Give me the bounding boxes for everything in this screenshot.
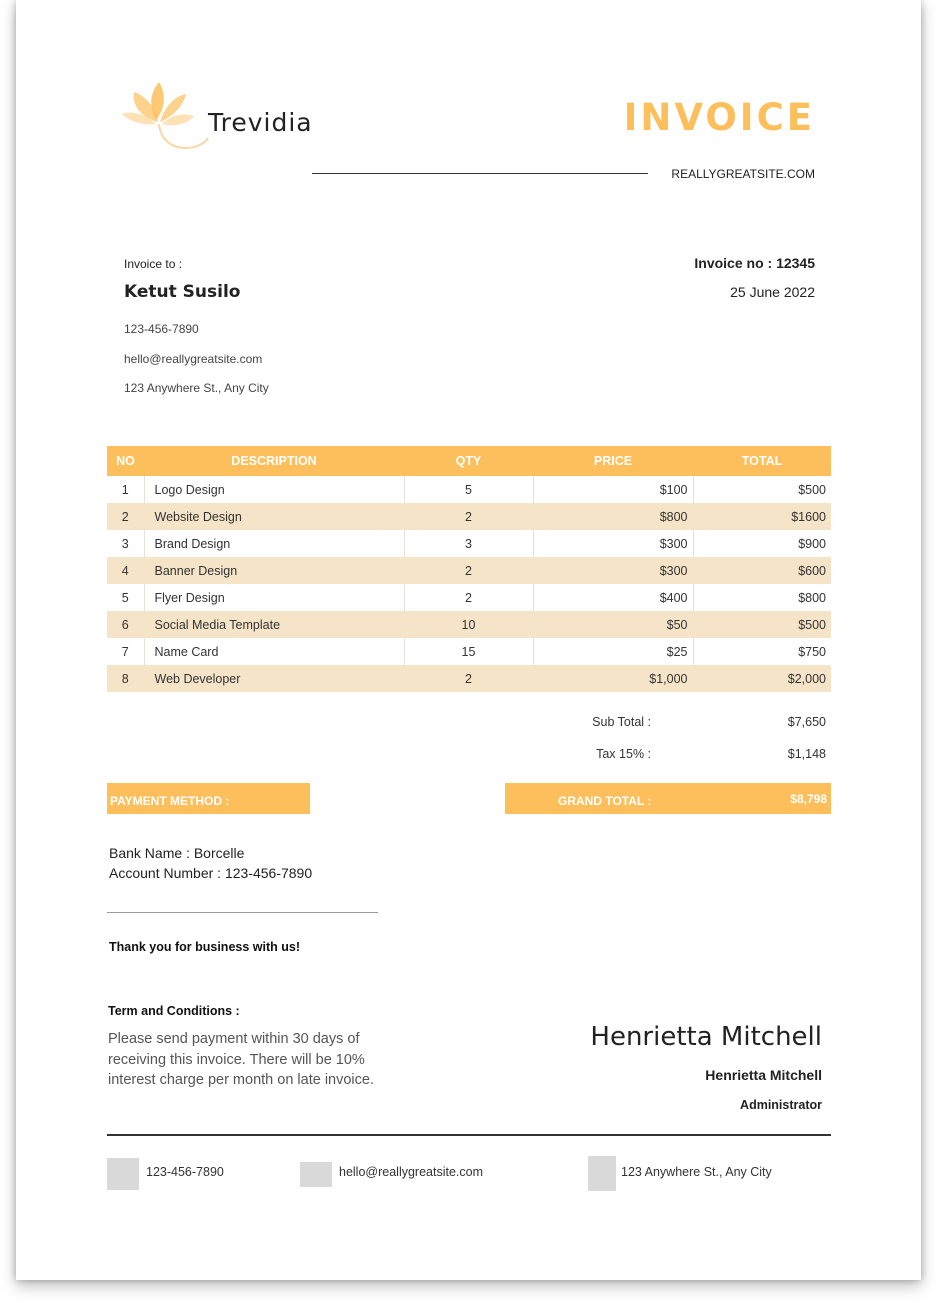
table-row (107, 611, 831, 638)
row-price: $400 (533, 584, 693, 611)
row-no: 2 (107, 503, 144, 530)
signatory-name: Henrietta Mitchell (705, 1067, 822, 1083)
payment-method-bar (107, 783, 310, 814)
row-no: 7 (107, 638, 144, 665)
invoice-number: Invoice no : 12345 (694, 255, 815, 271)
table-row (107, 530, 831, 557)
bank-details (109, 843, 312, 883)
bank-name: Bank Name : Borcelle (109, 845, 245, 861)
client-address: 123 Anywhere St., Any City (124, 381, 269, 395)
row-qty: 2 (404, 557, 533, 584)
location-icon (588, 1156, 616, 1191)
terms-text: Please send payment within 30 days of receiving this invoice. There will be 10% interest charge per month on late invoice. (108, 1031, 374, 1088)
website: REALLYGREATSITE.COM (671, 167, 815, 181)
row-price: $100 (533, 476, 693, 503)
row-no: 6 (107, 611, 144, 638)
row-no: 3 (107, 530, 144, 557)
row-price: $25 (533, 638, 693, 665)
table-header-row (107, 446, 831, 476)
row-no: 1 (107, 476, 144, 503)
row-total: $800 (798, 590, 826, 605)
client-email: hello@reallygreatsite.com (124, 352, 263, 366)
thanks-message: Thank you for business with us! (109, 940, 300, 954)
row-description: Social Media Template (144, 611, 404, 638)
table-row (107, 584, 831, 611)
header-no: NO (107, 446, 144, 476)
header-divider (312, 173, 648, 174)
row-qty: 10 (404, 611, 533, 638)
header-total: TOTAL (693, 446, 831, 476)
client-phone: 123-456-7890 (124, 322, 199, 336)
row-no: 5 (107, 584, 144, 611)
row-qty: 2 (404, 503, 533, 530)
table-row (107, 476, 831, 503)
grand-total-bar (505, 783, 831, 814)
payment-method-label: PAYMENT METHOD : (110, 794, 230, 808)
grand-total-value: $8,798 (790, 792, 827, 806)
subtotal-value: $7,650 (787, 715, 826, 729)
row-qty: 15 (404, 638, 533, 665)
row-price: $800 (533, 503, 693, 530)
row-price: $300 (533, 530, 693, 557)
footer-email: hello@reallygreatsite.com (339, 1165, 484, 1179)
row-qty: 3 (404, 530, 533, 557)
row-total: $500 (798, 482, 826, 497)
signatory-role: Administrator (740, 1098, 822, 1112)
row-description: Banner Design (144, 557, 404, 584)
grand-total-label: GRAND TOTAL : (558, 794, 652, 808)
row-description: Name Card (144, 638, 404, 665)
row-description: Brand Design (144, 530, 404, 557)
table-row (107, 665, 831, 692)
phone-icon (107, 1158, 139, 1190)
header-description: DESCRIPTION (144, 446, 404, 476)
header-price: PRICE (533, 446, 693, 476)
row-total: $750 (798, 644, 826, 659)
row-price: $300 (533, 557, 693, 584)
row-no: 4 (107, 557, 144, 584)
row-price: $1,000 (533, 665, 693, 692)
account-number: Account Number : 123-456-7890 (109, 865, 313, 881)
row-description: Website Design (144, 503, 404, 530)
header-qty: QTY (404, 446, 533, 476)
row-total: $500 (693, 611, 831, 638)
invoice-page (16, 0, 921, 1280)
row-no: 8 (107, 665, 144, 692)
row-total: $2,000 (693, 665, 831, 692)
footer-address: 123 Anywhere St., Any City (621, 1165, 772, 1179)
invoice-title: INVOICE (623, 96, 815, 139)
row-total: $900 (798, 536, 826, 551)
table-row (107, 557, 831, 584)
footer-divider (107, 1134, 831, 1136)
row-qty: 5 (404, 476, 533, 503)
row-qty: 2 (404, 584, 533, 611)
client-name: Ketut Susilo (124, 282, 241, 302)
row-description: Web Developer (144, 665, 404, 692)
row-description: Logo Design (144, 476, 404, 503)
subtotal-label: Sub Total : (592, 715, 651, 729)
tax-value: $1,148 (787, 747, 826, 761)
row-total: $600 (693, 557, 831, 584)
invoice-date: 25 June 2022 (730, 284, 815, 300)
row-total: $1600 (693, 503, 831, 530)
items-table (107, 446, 831, 692)
invoice-to-label: Invoice to : (124, 257, 183, 271)
email-icon (300, 1162, 332, 1187)
row-price: $50 (533, 611, 693, 638)
row-qty: 2 (404, 665, 533, 692)
table-row (107, 638, 831, 665)
table-row (107, 503, 831, 530)
brand-name: Trevidia (208, 108, 313, 137)
tax-label: Tax 15% : (596, 747, 651, 761)
signature: Henrietta Mitchell (590, 1022, 822, 1052)
thanks-divider (107, 912, 378, 913)
terms-heading: Term and Conditions : (108, 1004, 240, 1018)
row-description: Flyer Design (144, 584, 404, 611)
footer-phone: 123-456-7890 (146, 1165, 224, 1179)
